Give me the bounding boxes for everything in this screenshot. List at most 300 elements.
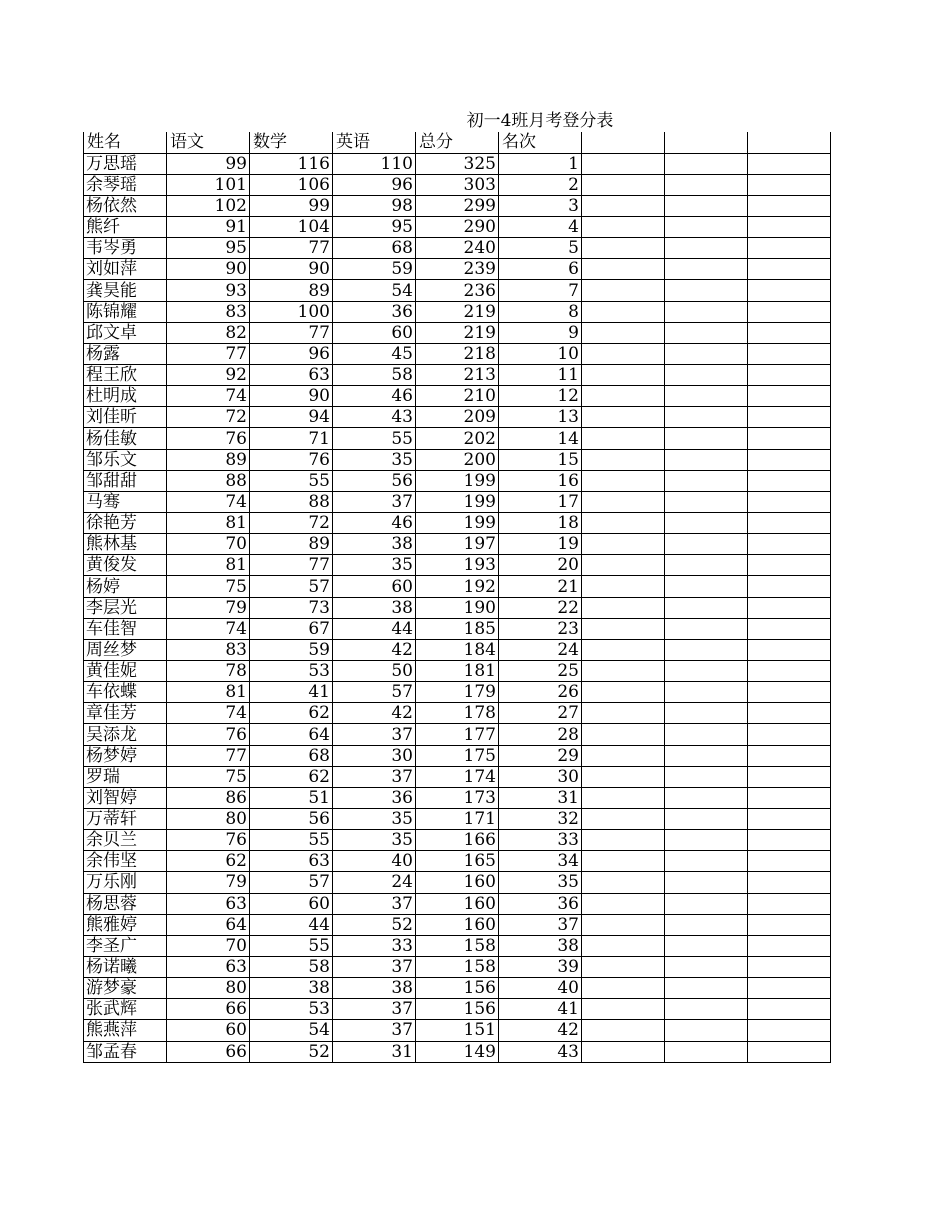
score-cell[interactable]: 199	[416, 491, 499, 512]
empty-cell[interactable]	[748, 449, 831, 470]
student-name-cell[interactable]: 杜明成	[84, 386, 167, 407]
score-cell[interactable]: 26	[499, 682, 582, 703]
student-name-cell[interactable]: 韦岑勇	[84, 238, 167, 259]
empty-cell[interactable]	[748, 999, 831, 1020]
score-cell[interactable]: 30	[333, 745, 416, 766]
score-cell[interactable]: 58	[250, 956, 333, 977]
empty-cell[interactable]	[665, 238, 748, 259]
student-name-cell[interactable]: 万思瑶	[84, 153, 167, 174]
score-cell[interactable]: 63	[167, 956, 250, 977]
score-cell[interactable]: 106	[250, 174, 333, 195]
empty-cell[interactable]	[748, 280, 831, 301]
empty-cell[interactable]	[665, 195, 748, 216]
score-cell[interactable]: 59	[333, 259, 416, 280]
score-cell[interactable]: 88	[250, 491, 333, 512]
empty-cell[interactable]	[748, 724, 831, 745]
empty-cell[interactable]	[748, 935, 831, 956]
score-cell[interactable]: 4	[499, 217, 582, 238]
score-cell[interactable]: 91	[167, 217, 250, 238]
empty-cell[interactable]	[665, 407, 748, 428]
score-cell[interactable]: 77	[250, 238, 333, 259]
score-cell[interactable]: 73	[250, 597, 333, 618]
score-cell[interactable]: 82	[167, 322, 250, 343]
empty-cell[interactable]	[582, 491, 665, 512]
score-cell[interactable]: 6	[499, 259, 582, 280]
empty-cell[interactable]	[582, 513, 665, 534]
score-cell[interactable]: 37	[499, 914, 582, 935]
score-cell[interactable]: 55	[333, 428, 416, 449]
score-cell[interactable]: 18	[499, 513, 582, 534]
score-cell[interactable]: 95	[333, 217, 416, 238]
score-cell[interactable]: 64	[250, 724, 333, 745]
empty-cell[interactable]	[748, 555, 831, 576]
score-cell[interactable]: 240	[416, 238, 499, 259]
empty-cell[interactable]	[748, 132, 831, 153]
score-cell[interactable]: 22	[499, 597, 582, 618]
score-cell[interactable]: 99	[167, 153, 250, 174]
score-cell[interactable]: 77	[250, 555, 333, 576]
student-name-cell[interactable]: 邹甜甜	[84, 470, 167, 491]
empty-cell[interactable]	[582, 449, 665, 470]
score-cell[interactable]: 37	[333, 766, 416, 787]
score-cell[interactable]: 25	[499, 661, 582, 682]
student-name-cell[interactable]: 杨诺曦	[84, 956, 167, 977]
score-cell[interactable]: 37	[333, 1020, 416, 1041]
empty-cell[interactable]	[748, 322, 831, 343]
score-cell[interactable]: 39	[499, 956, 582, 977]
empty-cell[interactable]	[582, 470, 665, 491]
score-cell[interactable]: 78	[167, 661, 250, 682]
empty-cell[interactable]	[748, 618, 831, 639]
score-cell[interactable]: 197	[416, 534, 499, 555]
student-name-cell[interactable]: 龚昊能	[84, 280, 167, 301]
score-cell[interactable]: 171	[416, 809, 499, 830]
empty-cell[interactable]	[748, 174, 831, 195]
empty-cell[interactable]	[665, 809, 748, 830]
empty-cell[interactable]	[665, 301, 748, 322]
score-cell[interactable]: 210	[416, 386, 499, 407]
empty-cell[interactable]	[582, 386, 665, 407]
score-cell[interactable]: 23	[499, 618, 582, 639]
score-cell[interactable]: 74	[167, 491, 250, 512]
empty-cell[interactable]	[748, 407, 831, 428]
score-cell[interactable]: 24	[499, 639, 582, 660]
score-cell[interactable]: 89	[250, 280, 333, 301]
score-cell[interactable]: 72	[250, 513, 333, 534]
empty-cell[interactable]	[748, 217, 831, 238]
student-name-cell[interactable]: 陈锦耀	[84, 301, 167, 322]
empty-cell[interactable]	[665, 365, 748, 386]
score-cell[interactable]: 43	[333, 407, 416, 428]
empty-cell[interactable]	[582, 893, 665, 914]
empty-cell[interactable]	[582, 576, 665, 597]
empty-cell[interactable]	[665, 1041, 748, 1062]
score-cell[interactable]: 57	[333, 682, 416, 703]
student-name-cell[interactable]: 熊燕萍	[84, 1020, 167, 1041]
empty-cell[interactable]	[582, 407, 665, 428]
score-cell[interactable]: 41	[250, 682, 333, 703]
empty-cell[interactable]	[582, 597, 665, 618]
score-cell[interactable]: 81	[167, 555, 250, 576]
score-cell[interactable]: 158	[416, 956, 499, 977]
student-name-cell[interactable]: 车佳智	[84, 618, 167, 639]
student-name-cell[interactable]: 杨思蓉	[84, 893, 167, 914]
empty-cell[interactable]	[665, 935, 748, 956]
score-cell[interactable]: 200	[416, 449, 499, 470]
empty-cell[interactable]	[665, 174, 748, 195]
score-cell[interactable]: 63	[250, 851, 333, 872]
score-cell[interactable]: 41	[499, 999, 582, 1020]
score-cell[interactable]: 55	[250, 470, 333, 491]
score-cell[interactable]: 54	[250, 1020, 333, 1041]
score-cell[interactable]: 181	[416, 661, 499, 682]
empty-cell[interactable]	[748, 956, 831, 977]
empty-cell[interactable]	[748, 343, 831, 364]
score-cell[interactable]: 76	[167, 830, 250, 851]
score-cell[interactable]: 40	[333, 851, 416, 872]
empty-cell[interactable]	[582, 1020, 665, 1041]
score-cell[interactable]: 67	[250, 618, 333, 639]
score-cell[interactable]: 74	[167, 703, 250, 724]
score-cell[interactable]: 166	[416, 830, 499, 851]
score-cell[interactable]: 77	[167, 745, 250, 766]
student-name-cell[interactable]: 徐艳芳	[84, 513, 167, 534]
score-cell[interactable]: 179	[416, 682, 499, 703]
score-cell[interactable]: 94	[250, 407, 333, 428]
empty-cell[interactable]	[665, 682, 748, 703]
score-cell[interactable]: 68	[250, 745, 333, 766]
student-name-cell[interactable]: 游梦豪	[84, 978, 167, 999]
empty-cell[interactable]	[665, 491, 748, 512]
score-cell[interactable]: 38	[333, 534, 416, 555]
empty-cell[interactable]	[582, 703, 665, 724]
score-cell[interactable]: 110	[333, 153, 416, 174]
score-cell[interactable]: 290	[416, 217, 499, 238]
empty-cell[interactable]	[665, 449, 748, 470]
score-cell[interactable]: 17	[499, 491, 582, 512]
score-cell[interactable]: 37	[333, 893, 416, 914]
score-cell[interactable]: 38	[250, 978, 333, 999]
score-cell[interactable]: 19	[499, 534, 582, 555]
column-header[interactable]: 英语	[333, 132, 416, 153]
empty-cell[interactable]	[748, 153, 831, 174]
score-cell[interactable]: 31	[333, 1041, 416, 1062]
empty-cell[interactable]	[748, 978, 831, 999]
empty-cell[interactable]	[665, 745, 748, 766]
score-cell[interactable]: 55	[250, 935, 333, 956]
score-cell[interactable]: 151	[416, 1020, 499, 1041]
empty-cell[interactable]	[748, 576, 831, 597]
score-cell[interactable]: 192	[416, 576, 499, 597]
score-cell[interactable]: 8	[499, 301, 582, 322]
score-cell[interactable]: 24	[333, 872, 416, 893]
score-cell[interactable]: 239	[416, 259, 499, 280]
student-name-cell[interactable]: 章佳芳	[84, 703, 167, 724]
empty-cell[interactable]	[665, 386, 748, 407]
score-cell[interactable]: 54	[333, 280, 416, 301]
empty-cell[interactable]	[748, 513, 831, 534]
score-cell[interactable]: 3	[499, 195, 582, 216]
empty-cell[interactable]	[665, 470, 748, 491]
empty-cell[interactable]	[665, 703, 748, 724]
student-name-cell[interactable]: 李层光	[84, 597, 167, 618]
score-cell[interactable]: 46	[333, 386, 416, 407]
score-cell[interactable]: 45	[333, 343, 416, 364]
score-cell[interactable]: 199	[416, 513, 499, 534]
empty-cell[interactable]	[748, 597, 831, 618]
empty-cell[interactable]	[748, 238, 831, 259]
empty-cell[interactable]	[665, 914, 748, 935]
score-cell[interactable]: 14	[499, 428, 582, 449]
score-cell[interactable]: 57	[250, 576, 333, 597]
score-cell[interactable]: 35	[333, 809, 416, 830]
student-name-cell[interactable]: 杨露	[84, 343, 167, 364]
student-name-cell[interactable]: 万乐刚	[84, 872, 167, 893]
score-cell[interactable]: 100	[250, 301, 333, 322]
score-cell[interactable]: 62	[167, 851, 250, 872]
score-cell[interactable]: 15	[499, 449, 582, 470]
score-cell[interactable]: 46	[333, 513, 416, 534]
empty-cell[interactable]	[665, 259, 748, 280]
empty-cell[interactable]	[582, 851, 665, 872]
empty-cell[interactable]	[665, 661, 748, 682]
empty-cell[interactable]	[582, 809, 665, 830]
score-cell[interactable]: 43	[499, 1041, 582, 1062]
score-cell[interactable]: 68	[333, 238, 416, 259]
score-cell[interactable]: 44	[333, 618, 416, 639]
score-cell[interactable]: 36	[333, 301, 416, 322]
score-cell[interactable]: 193	[416, 555, 499, 576]
score-cell[interactable]: 7	[499, 280, 582, 301]
score-cell[interactable]: 174	[416, 766, 499, 787]
student-name-cell[interactable]: 周丝梦	[84, 639, 167, 660]
student-name-cell[interactable]: 杨婷	[84, 576, 167, 597]
score-cell[interactable]: 93	[167, 280, 250, 301]
empty-cell[interactable]	[582, 639, 665, 660]
score-cell[interactable]: 75	[167, 576, 250, 597]
score-cell[interactable]: 63	[250, 365, 333, 386]
score-cell[interactable]: 60	[167, 1020, 250, 1041]
empty-cell[interactable]	[748, 470, 831, 491]
score-cell[interactable]: 34	[499, 851, 582, 872]
empty-cell[interactable]	[665, 534, 748, 555]
empty-cell[interactable]	[748, 914, 831, 935]
score-cell[interactable]: 57	[250, 872, 333, 893]
empty-cell[interactable]	[582, 534, 665, 555]
score-cell[interactable]: 37	[333, 491, 416, 512]
score-cell[interactable]: 101	[167, 174, 250, 195]
score-cell[interactable]: 175	[416, 745, 499, 766]
score-cell[interactable]: 219	[416, 322, 499, 343]
score-cell[interactable]: 21	[499, 576, 582, 597]
empty-cell[interactable]	[665, 428, 748, 449]
score-cell[interactable]: 37	[333, 724, 416, 745]
empty-cell[interactable]	[748, 195, 831, 216]
score-cell[interactable]: 178	[416, 703, 499, 724]
student-name-cell[interactable]: 余琴瑶	[84, 174, 167, 195]
empty-cell[interactable]	[582, 428, 665, 449]
score-cell[interactable]: 60	[333, 322, 416, 343]
empty-cell[interactable]	[582, 217, 665, 238]
empty-cell[interactable]	[665, 513, 748, 534]
score-cell[interactable]: 29	[499, 745, 582, 766]
score-cell[interactable]: 213	[416, 365, 499, 386]
score-cell[interactable]: 31	[499, 787, 582, 808]
score-cell[interactable]: 165	[416, 851, 499, 872]
score-cell[interactable]: 177	[416, 724, 499, 745]
empty-cell[interactable]	[582, 174, 665, 195]
empty-cell[interactable]	[665, 851, 748, 872]
empty-cell[interactable]	[582, 343, 665, 364]
empty-cell[interactable]	[582, 830, 665, 851]
score-cell[interactable]: 55	[250, 830, 333, 851]
student-name-cell[interactable]: 杨梦婷	[84, 745, 167, 766]
empty-cell[interactable]	[582, 365, 665, 386]
empty-cell[interactable]	[665, 555, 748, 576]
score-cell[interactable]: 16	[499, 470, 582, 491]
score-cell[interactable]: 36	[499, 893, 582, 914]
empty-cell[interactable]	[582, 618, 665, 639]
student-name-cell[interactable]: 车依蝶	[84, 682, 167, 703]
score-cell[interactable]: 303	[416, 174, 499, 195]
score-cell[interactable]: 1	[499, 153, 582, 174]
score-cell[interactable]: 236	[416, 280, 499, 301]
score-cell[interactable]: 64	[167, 914, 250, 935]
empty-cell[interactable]	[582, 280, 665, 301]
score-cell[interactable]: 76	[167, 428, 250, 449]
score-cell[interactable]: 89	[250, 534, 333, 555]
score-cell[interactable]: 13	[499, 407, 582, 428]
score-cell[interactable]: 92	[167, 365, 250, 386]
empty-cell[interactable]	[665, 280, 748, 301]
score-cell[interactable]: 81	[167, 513, 250, 534]
student-name-cell[interactable]: 万蒂轩	[84, 809, 167, 830]
empty-cell[interactable]	[582, 301, 665, 322]
empty-cell[interactable]	[582, 978, 665, 999]
score-cell[interactable]: 50	[333, 661, 416, 682]
score-cell[interactable]: 52	[333, 914, 416, 935]
empty-cell[interactable]	[665, 787, 748, 808]
score-cell[interactable]: 44	[250, 914, 333, 935]
score-cell[interactable]: 88	[167, 470, 250, 491]
student-name-cell[interactable]: 刘佳昕	[84, 407, 167, 428]
empty-cell[interactable]	[748, 766, 831, 787]
score-cell[interactable]: 158	[416, 935, 499, 956]
score-cell[interactable]: 35	[333, 449, 416, 470]
empty-cell[interactable]	[748, 428, 831, 449]
empty-cell[interactable]	[582, 153, 665, 174]
empty-cell[interactable]	[748, 365, 831, 386]
empty-cell[interactable]	[665, 999, 748, 1020]
score-cell[interactable]: 72	[167, 407, 250, 428]
score-cell[interactable]: 76	[167, 724, 250, 745]
student-name-cell[interactable]: 刘如萍	[84, 259, 167, 280]
column-header[interactable]: 姓名	[84, 132, 167, 153]
empty-cell[interactable]	[582, 745, 665, 766]
empty-cell[interactable]	[665, 872, 748, 893]
empty-cell[interactable]	[582, 555, 665, 576]
student-name-cell[interactable]: 邱文卓	[84, 322, 167, 343]
column-header[interactable]: 总分	[416, 132, 499, 153]
score-cell[interactable]: 219	[416, 301, 499, 322]
student-name-cell[interactable]: 刘智婷	[84, 787, 167, 808]
empty-cell[interactable]	[582, 914, 665, 935]
student-name-cell[interactable]: 黄佳妮	[84, 661, 167, 682]
empty-cell[interactable]	[665, 343, 748, 364]
student-name-cell[interactable]: 余伟坚	[84, 851, 167, 872]
student-name-cell[interactable]: 邹乐文	[84, 449, 167, 470]
score-cell[interactable]: 299	[416, 195, 499, 216]
score-cell[interactable]: 35	[333, 830, 416, 851]
score-cell[interactable]: 40	[499, 978, 582, 999]
score-cell[interactable]: 66	[167, 999, 250, 1020]
score-cell[interactable]: 202	[416, 428, 499, 449]
score-cell[interactable]: 52	[250, 1041, 333, 1062]
student-name-cell[interactable]: 张武辉	[84, 999, 167, 1020]
empty-cell[interactable]	[665, 978, 748, 999]
score-cell[interactable]: 60	[250, 893, 333, 914]
score-cell[interactable]: 83	[167, 639, 250, 660]
empty-cell[interactable]	[748, 386, 831, 407]
score-cell[interactable]: 184	[416, 639, 499, 660]
score-cell[interactable]: 32	[499, 809, 582, 830]
score-cell[interactable]: 76	[250, 449, 333, 470]
score-cell[interactable]: 63	[167, 893, 250, 914]
score-cell[interactable]: 209	[416, 407, 499, 428]
score-cell[interactable]: 37	[333, 956, 416, 977]
empty-cell[interactable]	[665, 639, 748, 660]
score-cell[interactable]: 38	[333, 597, 416, 618]
score-cell[interactable]: 20	[499, 555, 582, 576]
score-cell[interactable]: 35	[499, 872, 582, 893]
score-cell[interactable]: 51	[250, 787, 333, 808]
score-cell[interactable]: 10	[499, 343, 582, 364]
score-cell[interactable]: 77	[167, 343, 250, 364]
score-cell[interactable]: 58	[333, 365, 416, 386]
score-cell[interactable]: 30	[499, 766, 582, 787]
score-cell[interactable]: 77	[250, 322, 333, 343]
empty-cell[interactable]	[748, 851, 831, 872]
column-header[interactable]: 语文	[167, 132, 250, 153]
score-cell[interactable]: 62	[250, 703, 333, 724]
score-cell[interactable]: 80	[167, 978, 250, 999]
empty-cell[interactable]	[748, 893, 831, 914]
empty-cell[interactable]	[582, 766, 665, 787]
student-name-cell[interactable]: 马骞	[84, 491, 167, 512]
score-cell[interactable]: 218	[416, 343, 499, 364]
empty-cell[interactable]	[748, 787, 831, 808]
empty-cell[interactable]	[748, 872, 831, 893]
score-cell[interactable]: 62	[250, 766, 333, 787]
empty-cell[interactable]	[582, 259, 665, 280]
score-cell[interactable]: 156	[416, 999, 499, 1020]
score-cell[interactable]: 74	[167, 618, 250, 639]
score-cell[interactable]: 33	[333, 935, 416, 956]
empty-cell[interactable]	[748, 259, 831, 280]
score-cell[interactable]: 56	[250, 809, 333, 830]
score-cell[interactable]: 12	[499, 386, 582, 407]
empty-cell[interactable]	[582, 132, 665, 153]
student-name-cell[interactable]: 余贝兰	[84, 830, 167, 851]
score-cell[interactable]: 60	[333, 576, 416, 597]
student-name-cell[interactable]: 罗瑞	[84, 766, 167, 787]
score-cell[interactable]: 96	[333, 174, 416, 195]
score-cell[interactable]: 98	[333, 195, 416, 216]
score-cell[interactable]: 35	[333, 555, 416, 576]
score-cell[interactable]: 28	[499, 724, 582, 745]
empty-cell[interactable]	[582, 787, 665, 808]
score-cell[interactable]: 33	[499, 830, 582, 851]
